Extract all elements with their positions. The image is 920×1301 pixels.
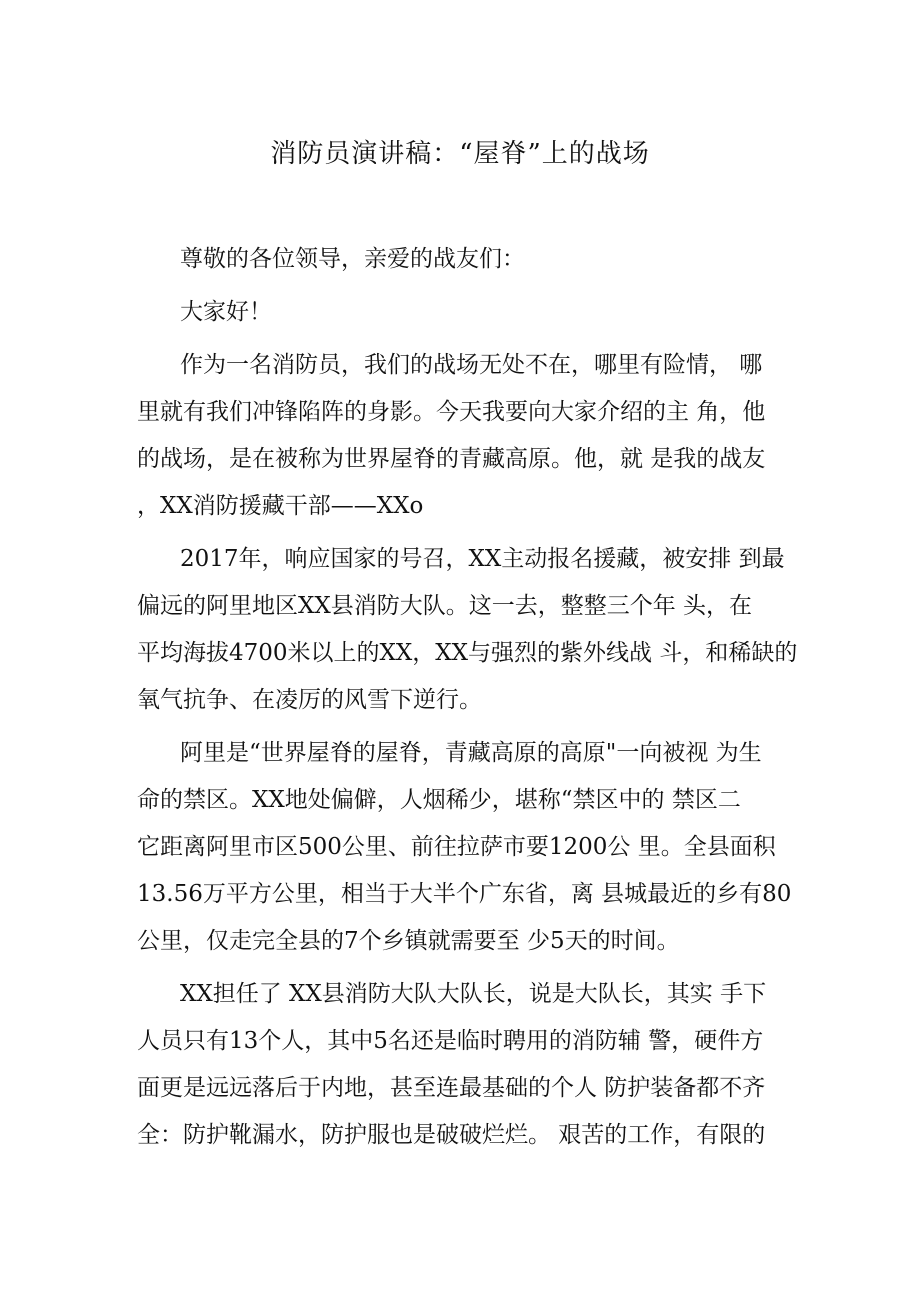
paragraph	[137, 971, 797, 1159]
paragraph-line: ，XX消防援藏干部——XXo	[137, 493, 424, 519]
paragraph-line: 大家好！	[180, 299, 272, 325]
paragraph-line: 氧气抗争、在凌厉的风雪下逆行。	[137, 687, 482, 713]
paragraph	[137, 289, 797, 336]
paragraph-line: 平均海拔4700米以上的XX，XX与强烈的紫外线战 斗，和稀缺的	[137, 640, 797, 666]
paragraph-line: 里就有我们冲锋陷阵的身影。今天我要向大家介绍的主 角，他	[137, 399, 766, 425]
paragraph-line: 13.56万平方公里，相当于大半个广东省，离 县城最近的乡有80	[137, 881, 792, 907]
paragraph-line: 它距离阿里市区500公里、前往拉萨市要1200公 里。全县面积	[137, 834, 776, 860]
paragraph-line: 的战场，是在被称为世界屋脊的青藏高原。他，就 是我的战友	[137, 446, 766, 472]
document-body	[137, 236, 797, 1165]
paragraph-line: 尊敬的各位领导，亲爱的战友们：	[180, 246, 525, 272]
paragraph	[137, 236, 797, 283]
paragraph	[137, 730, 797, 965]
paragraph-line: XX担任了 XX县消防大队大队长，说是大队长，其实 手下	[180, 981, 767, 1007]
paragraph-line: 作为一名消防员，我们的战场无处不在，哪里有险情， 哪	[180, 352, 763, 378]
document-title: 消防员演讲稿：“屋脊”上的战场	[270, 139, 650, 169]
paragraph-line: 2017年，响应国家的号召，XX主动报名援藏，被安排 到最	[180, 546, 785, 572]
paragraph-line: 命的禁区。XX地处偏僻，人烟稀少，堪称“禁区中的 禁区二	[137, 787, 741, 813]
paragraph-line: 面更是远远落后于内地，甚至连最基础的个人 防护装备都不齐	[137, 1075, 766, 1101]
paragraph-line: 偏远的阿里地区XX县消防大队。这一去，整整三个年 头，在	[137, 593, 753, 619]
paragraph-line: 人员只有13个人，其中5名还是临时聘用的消防辅 警，硬件方	[137, 1028, 764, 1054]
paragraph	[137, 536, 797, 724]
paragraph-line: 全：防护靴漏水，防护服也是破破烂烂。 艰苦的工作，有限的	[137, 1122, 766, 1148]
paragraph	[137, 342, 797, 530]
paragraph-line: 公里，仅走完全县的7个乡镇就需要至 少5天的时间。	[137, 928, 680, 954]
paragraph-line: 阿里是“世界屋脊的屋脊，青藏高原的高原"一向被视 为生	[180, 740, 762, 766]
